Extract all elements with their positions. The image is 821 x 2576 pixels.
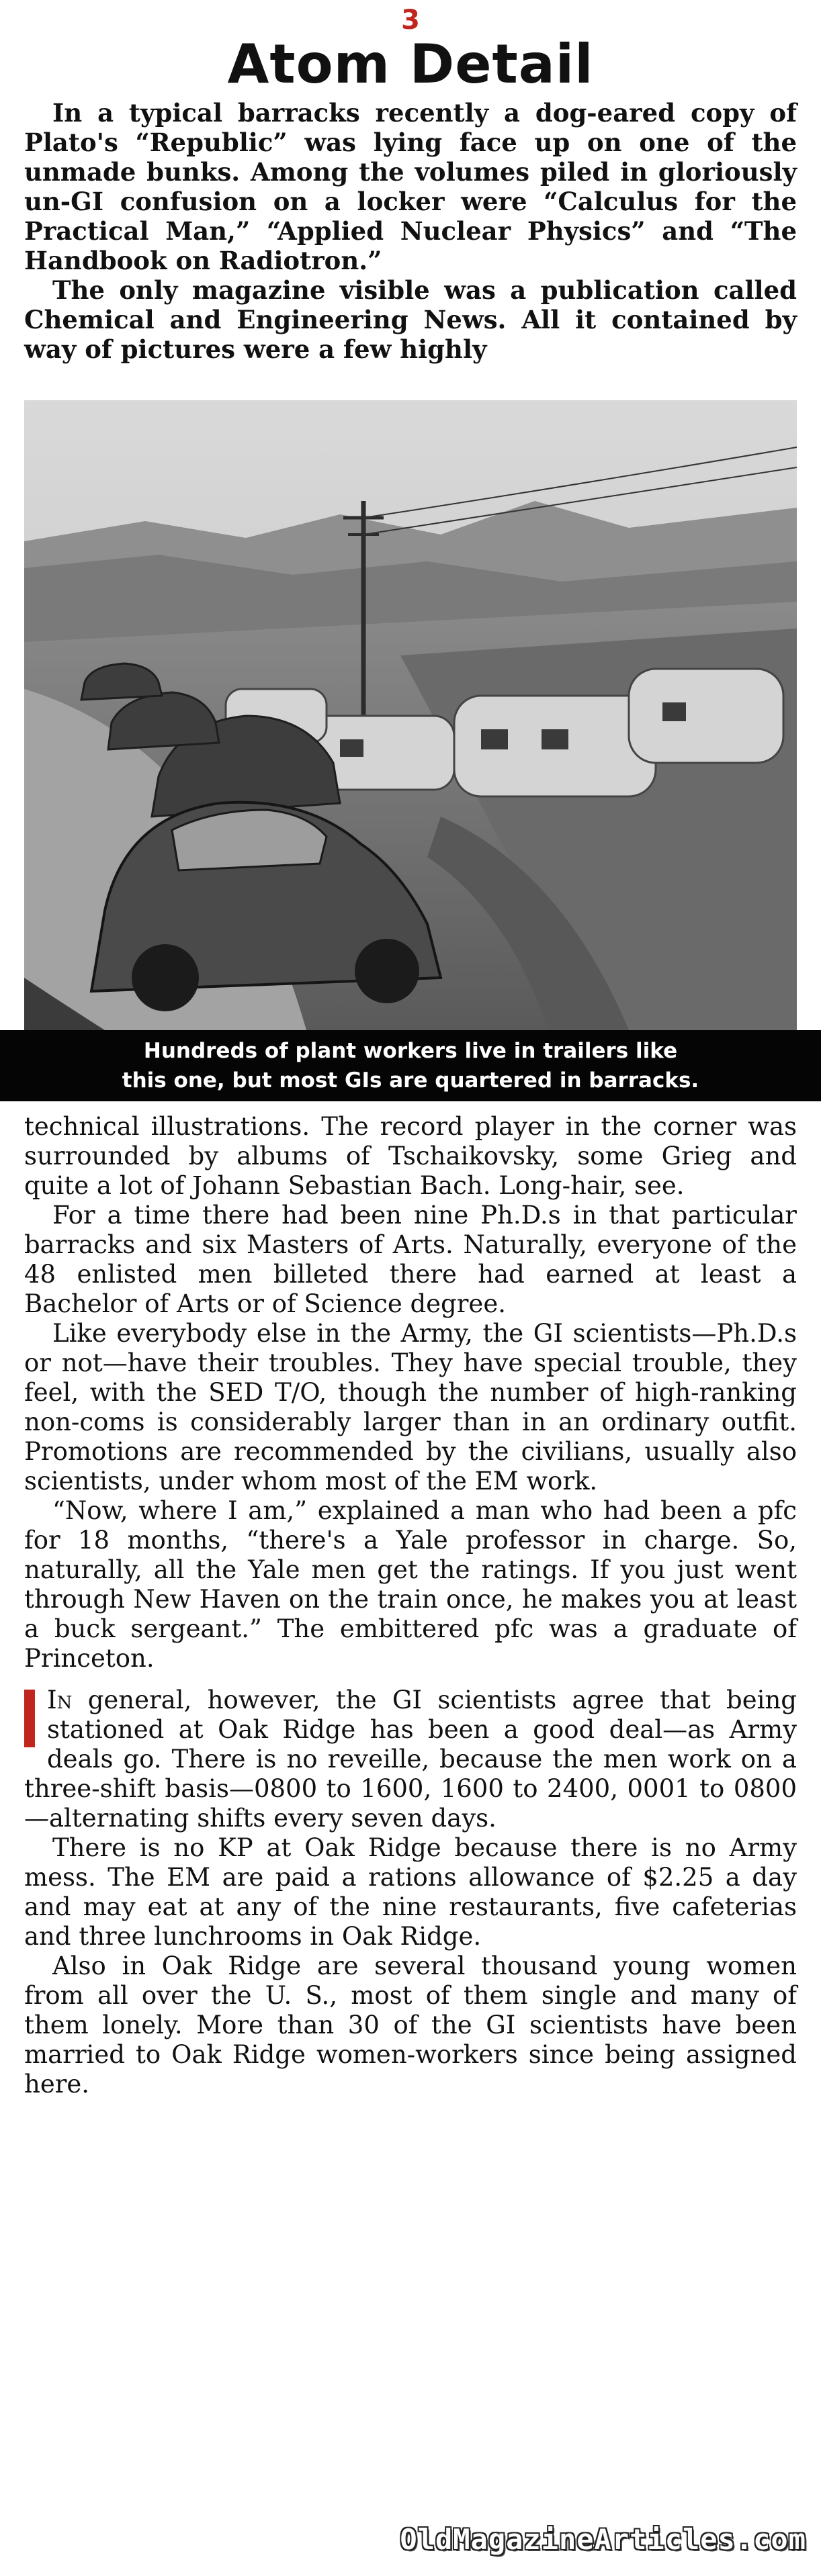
body-paragraph: “Now, where I am,” explained a man who had been a pfc for 18 months, “there's a Yale professor in charge. So, naturally, all the Yale men get the ratings. If you just went through New Haven on the train once, he makes you at least a buck sergeant.” The embittered pfc was a graduate of Princeton. — [24, 1496, 797, 1673]
caption-line: this one, but most GIs are quartered in barracks. — [122, 1068, 699, 1093]
intro-paragraph: In a typical barracks recently a dog-eared copy of Plato's “Republic” was lying face up on one of the unmade bunks. Among the volumes piled in gloriously un-GI confusion on a locker were “Calculus for the Practical Man,” “Applied Nuclear Physics” and “The Handbook on Radiotron.” — [24, 98, 797, 275]
drop-cap-word: In — [47, 1686, 73, 1714]
section-opening-text: general, however, the GI scientists agree that being stationed at Oak Ridge has been a good deal—as Army deals go. There is no reveille, because the men work on a three-shift basis—0800 to 1600, 1600 to 2400, 0001 to 0800—alternating shifts every seven days. — [24, 1686, 797, 1833]
photo-illustration — [24, 400, 797, 1030]
article-body — [24, 1112, 797, 2099]
body-paragraph: Also in Oak Ridge are several thousand young women from all over the U. S., most of them single and many of them lonely. More than 30 of the GI scientists have been married to Oak Ridge women-workers since being assigned here. — [24, 1951, 797, 2099]
drop-cap-bar — [24, 1690, 35, 1747]
body-paragraph: There is no KP at Oak Ridge because there is no Army mess. The EM are paid a rations allowance of $2.25 a day and may eat at any of the nine restaurants, five cafeterias and three lunchrooms in Oak Ridge. — [24, 1833, 797, 1951]
body-paragraph: technical illustrations. The record player in the corner was surrounded by albums of Tschaikovsky, some Grieg and quite a lot of Johann Sebastian Bach. Long-hair, see. — [24, 1112, 797, 1200]
photo-caption — [0, 1030, 821, 1101]
section-opening-paragraph — [24, 1686, 797, 1833]
intro-text — [24, 98, 797, 364]
page-number: 3 — [401, 5, 420, 36]
body-paragraph: For a time there had been nine Ph.D.s in that particular barracks and six Masters of Arts. Naturally, everyone of the 48 enlisted men billeted there had earned at least a Bachelor of Arts or of Science degree. — [24, 1201, 797, 1318]
intro-paragraph: The only magazine visible was a publication called Chemical and Engineering News. All it contained by way of pictures were a few highly — [24, 275, 797, 364]
caption-line: Hundreds of plant workers live in trailers like — [143, 1039, 678, 1063]
trailer-camp-photo — [24, 400, 797, 1030]
site-watermark: OldMagazineArticles.com — [400, 2523, 806, 2556]
headline: Atom Detail — [227, 33, 594, 95]
body-paragraph: Like everybody else in the Army, the GI scientists—Ph.D.s or not—have their troubles. They have special trouble, they feel, with the SED T/O, though the number of high-ranking non-coms is considerably larger than in an ordinary outfit. Promotions are recommended by the civilians, usually also scientists, under whom most of the EM work. — [24, 1319, 797, 1496]
